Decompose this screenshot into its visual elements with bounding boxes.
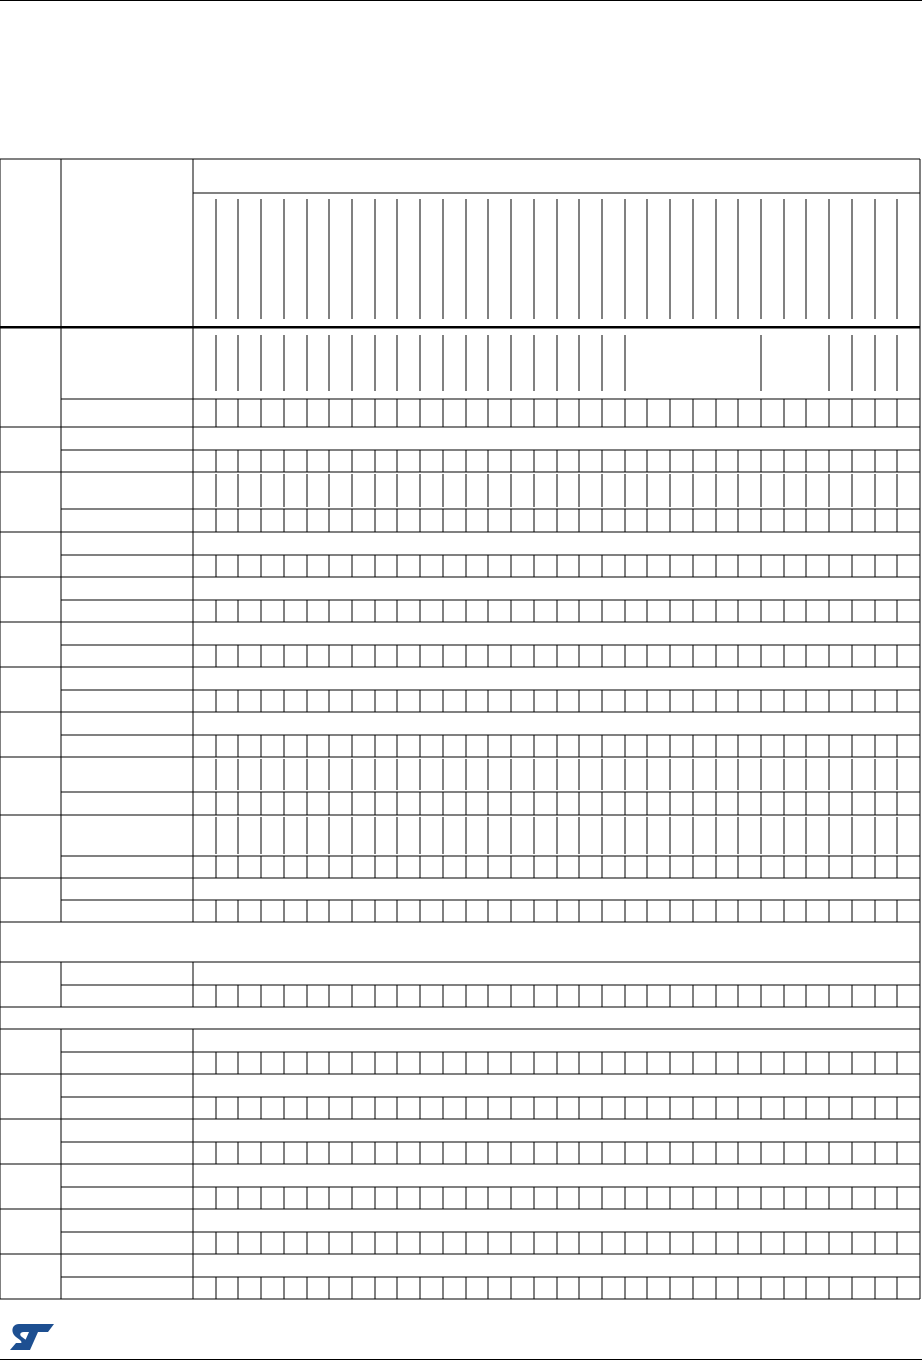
page-bottom-rule [0, 1359, 922, 1360]
st-logo-icon [10, 1320, 56, 1352]
